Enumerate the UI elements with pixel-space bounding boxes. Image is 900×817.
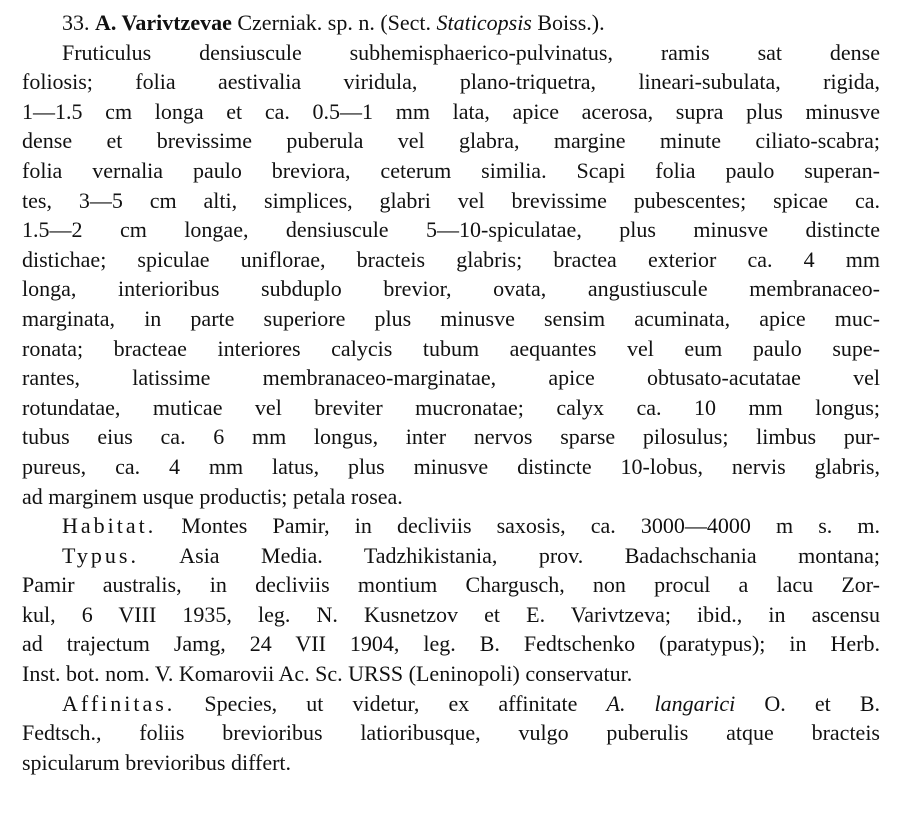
text-line bbox=[22, 629, 880, 659]
text-line bbox=[22, 600, 880, 630]
text-line bbox=[22, 689, 880, 719]
text-line bbox=[22, 215, 880, 245]
text-line bbox=[22, 334, 880, 364]
text-line bbox=[22, 482, 880, 512]
text-line bbox=[22, 8, 880, 38]
habitat-paragraph bbox=[22, 511, 880, 541]
text-segment: tubus eius ca. 6 mm longus, inter nervos sparse pilosulus; limbus pur- bbox=[22, 424, 880, 450]
text-line bbox=[22, 511, 880, 541]
affinitas-paragraph bbox=[22, 689, 880, 778]
text-segment: ad trajectum Jamg, 24 VII 1904, leg. B. Fedtschenko (paratypus); in Herb. bbox=[22, 631, 880, 657]
text-segment: Asia Media. Tadzhikistania, prov. Badachschania montana; bbox=[138, 542, 880, 568]
text-segment: Species, ut videtur, ex affinitate bbox=[175, 690, 607, 716]
text-line bbox=[22, 245, 880, 275]
text-segment: tes, 3—5 cm alti, simplices, glabri vel brevissime pubescentes; spicae ca. bbox=[22, 187, 880, 213]
italic-text: A. langarici bbox=[606, 690, 736, 716]
text-line bbox=[22, 97, 880, 127]
text-segment: Boiss.). bbox=[531, 10, 605, 35]
text-line bbox=[22, 659, 880, 689]
text-segment: 1.5—2 cm longae, densiuscule 5—10-spiculatae, plus minusve distincte bbox=[22, 217, 880, 243]
description-paragraph bbox=[22, 38, 880, 512]
text-segment: Inst. bot. nom. V. Komarovii Ac. Sc. URSS (Leninopoli) conservatur. bbox=[22, 661, 633, 687]
text-segment: rotundatae, muticae vel breviter mucronatae; calyx ca. 10 mm longus; bbox=[22, 394, 880, 420]
text-segment: Pamir australis, in decliviis montium Chargusch, non procul a lacu Zor- bbox=[22, 572, 880, 598]
text-segment: rantes, latissime membranaceo-marginatae, apice obtusato-acutatae vel bbox=[22, 365, 880, 391]
text-line bbox=[22, 541, 880, 571]
text-line bbox=[22, 422, 880, 452]
text-line bbox=[22, 570, 880, 600]
section-label: Typus. bbox=[62, 542, 139, 568]
text-segment: 1—1.5 cm longa et ca. 0.5—1 mm lata, apice acerosa, supra plus minusve bbox=[22, 98, 880, 124]
text-segment: dense et brevissime puberula vel glabra, margine minute ciliato-scabra; bbox=[22, 128, 880, 154]
species-heading bbox=[22, 8, 880, 38]
text-segment: Montes Pamir, in decliviis saxosis, ca. 3000—4000 m s. m. bbox=[156, 513, 880, 539]
typus-paragraph bbox=[22, 541, 880, 689]
text-line bbox=[22, 38, 880, 68]
text-segment: kul, 6 VIII 1935, leg. N. Kusnetzov et E. Varivtzeva; ibid., in ascensu bbox=[22, 601, 880, 627]
text-segment: folia vernalia paulo breviora, ceterum similia. Scapi folia paulo superan- bbox=[22, 157, 880, 183]
text-segment: ad marginem usque productis; petala rosea. bbox=[22, 483, 403, 509]
section-label: Habitat. bbox=[62, 513, 157, 539]
text-line bbox=[22, 186, 880, 216]
text-segment: O. et B. bbox=[735, 690, 880, 716]
species-name: A. Varivtzevae bbox=[95, 10, 232, 35]
text-line bbox=[22, 274, 880, 304]
italic-text: Staticopsis bbox=[436, 10, 532, 35]
text-line bbox=[22, 393, 880, 423]
text-line bbox=[22, 452, 880, 482]
text-segment: spicularum brevioribus differt. bbox=[22, 749, 292, 775]
text-segment: ronata; bracteae interiores calycis tubum aequantes vel eum paulo supe- bbox=[22, 335, 880, 361]
text-segment: distichae; spiculae uniflorae, bracteis glabris; bractea exterior ca. 4 mm bbox=[22, 246, 880, 272]
text-segment: foliosis; folia aestivalia viridula, plano-triquetra, lineari-subulata, rigida, bbox=[22, 69, 880, 95]
text-line bbox=[22, 304, 880, 334]
text-segment: Czerniak. sp. n. (Sect. bbox=[231, 10, 437, 35]
section-label: Affinitas. bbox=[62, 690, 176, 716]
text-line bbox=[22, 126, 880, 156]
text-line bbox=[22, 363, 880, 393]
text-line bbox=[22, 748, 880, 778]
text-segment: 33. bbox=[62, 10, 95, 35]
document-page bbox=[22, 8, 880, 777]
text-segment: marginata, in parte superiore plus minusve sensim acuminata, apice muc- bbox=[22, 305, 880, 331]
text-segment: Fedtsch., foliis brevioribus latioribusque, vulgo puberulis atque bracteis bbox=[22, 720, 880, 746]
text-line bbox=[22, 718, 880, 748]
text-line bbox=[22, 156, 880, 186]
text-line bbox=[22, 67, 880, 97]
text-segment: pureus, ca. 4 mm latus, plus minusve distincte 10-lobus, nervis glabris, bbox=[22, 453, 880, 479]
text-segment: Fruticulus densiuscule subhemisphaerico-pulvinatus, ramis sat dense bbox=[62, 39, 880, 65]
text-segment: longa, interioribus subduplo brevior, ovata, angustiuscule membranaceo- bbox=[22, 276, 880, 302]
